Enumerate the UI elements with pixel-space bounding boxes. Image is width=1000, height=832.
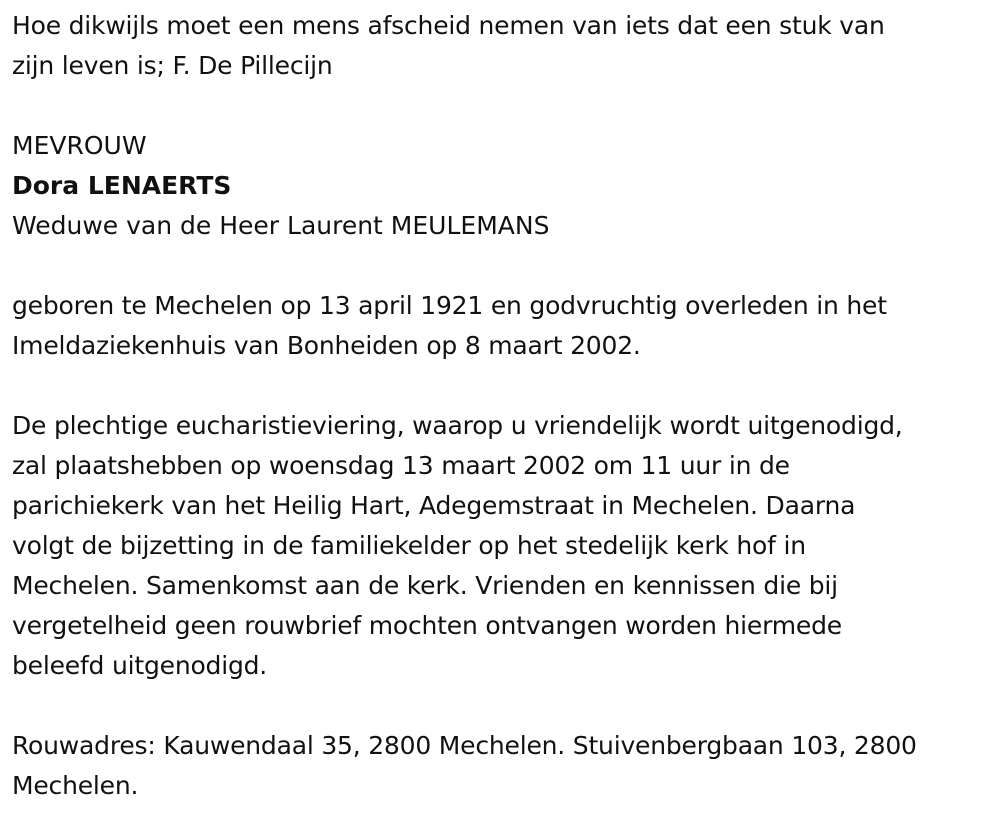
spacer: [12, 366, 1000, 406]
birth-death-text: geboren te Mechelen op 13 april 1921 en godvruchtig overleden in het Imeldaziekenhuis van Bonheiden op 8 maart 2002.: [12, 291, 887, 360]
deceased-name: Dora LENAERTS: [12, 171, 232, 200]
opening-quote: Hoe dikwijls moet een mens afscheid nemen van iets dat een stuk van zijn leven is; F. De Pillecijn: [12, 11, 885, 80]
spacer: [12, 686, 1000, 726]
mourning-address: Rouwadres: Kauwendaal 35, 2800 Mechelen. Stuivenbergbaan 103, 2800 Mechelen.: [12, 731, 917, 800]
spacer: [12, 86, 1000, 126]
widow-line: Weduwe van de Heer Laurent MEULEMANS: [12, 211, 550, 240]
ceremony-text: De plechtige eucharistieviering, waarop u vriendelijk wordt uitgenodigd, zal plaatshebben op woensdag 13 maart 2002 om 11 uur in de parichiekerk van het Heilig Hart, Adegemstraat in Mechelen. Daarna volgt de bijzetting in de familiekelder op het stedelijk kerk hof in Mechelen. Samenkomst aan de kerk. Vrienden en kennissen die bij vergetelheid geen rouwbrief mochten ontvangen worden hiermede beleefd uitgenodigd.: [12, 411, 903, 680]
title-line: MEVROUW: [12, 131, 147, 160]
spacer: [12, 246, 1000, 286]
